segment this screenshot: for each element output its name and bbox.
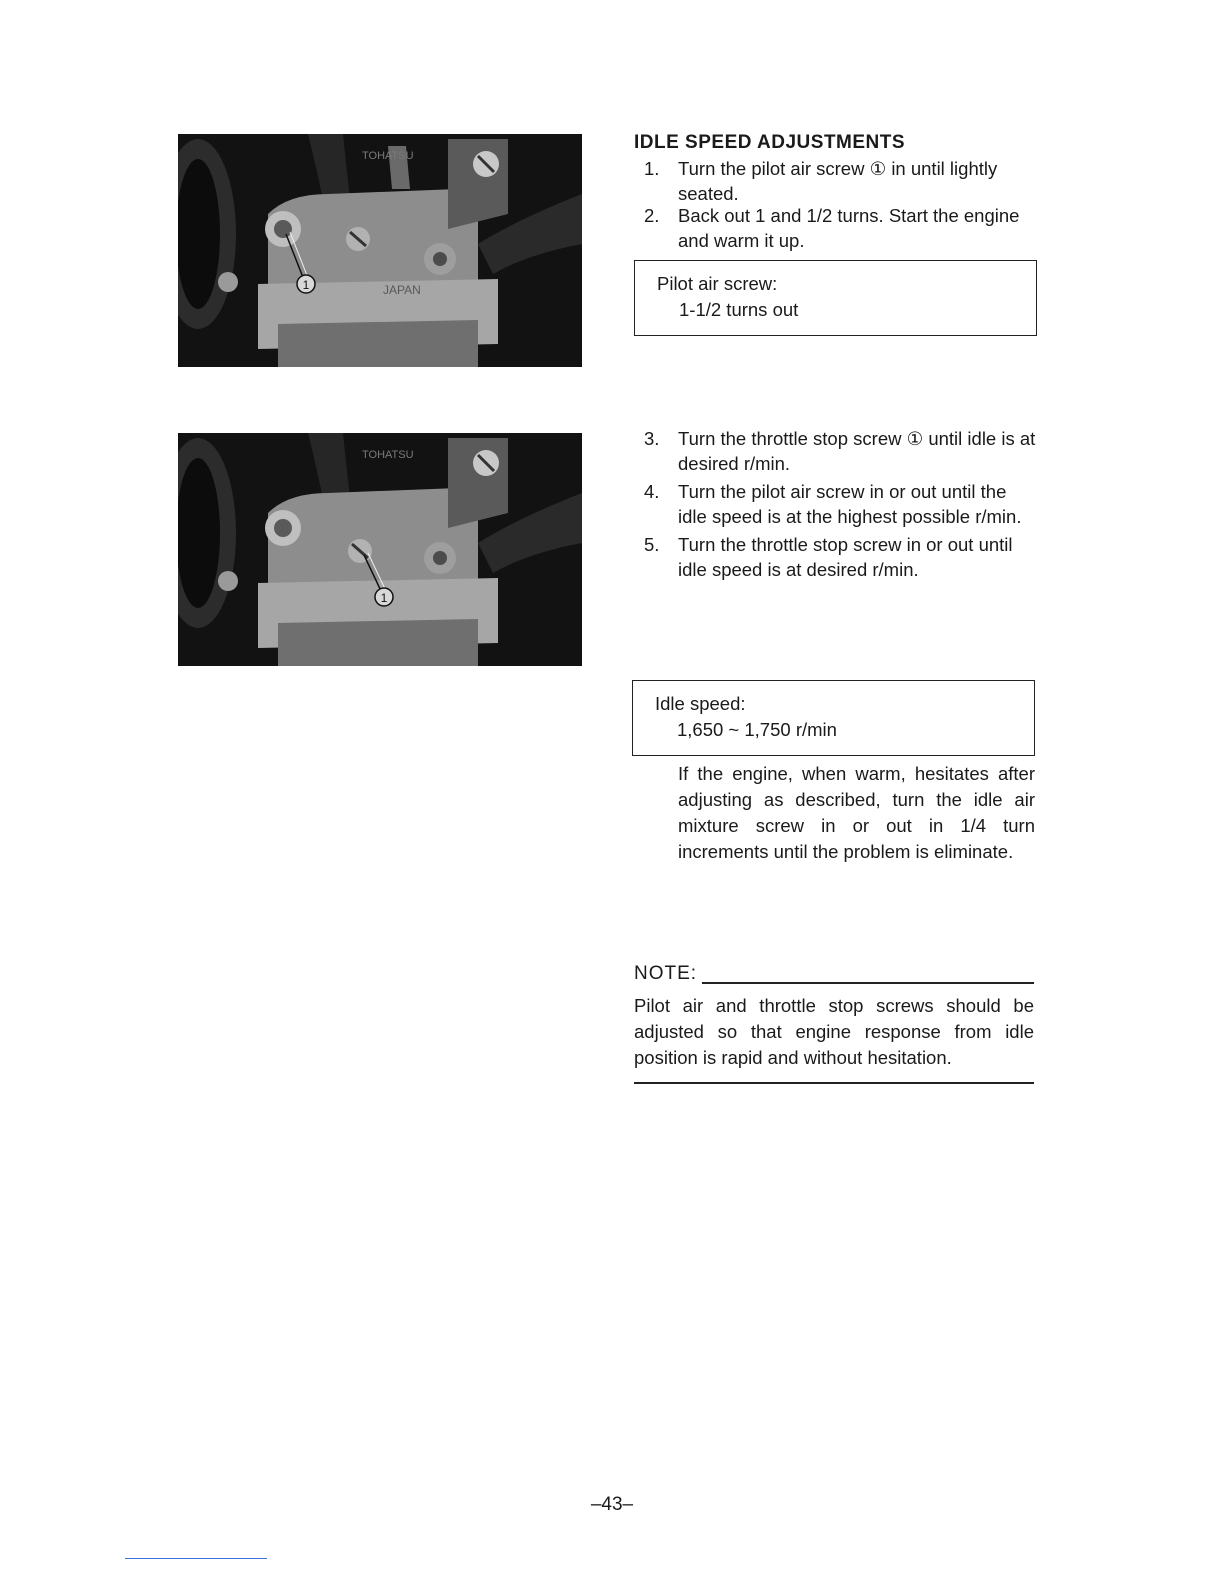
cast-marking-text: JAPAN — [383, 283, 421, 297]
step-number: 2. — [644, 205, 660, 226]
spec-label: Pilot air screw: — [657, 273, 778, 294]
step-number: 4. — [644, 481, 660, 502]
pilot-air-screw-spec-box — [634, 260, 1037, 336]
callout-1-icon: ① — [906, 428, 924, 449]
step-text: Back out 1 and 1/2 turns. Start the engine and warm it up. — [678, 205, 1020, 251]
step-text: Turn the throttle stop screw in or out until idle speed is at desired r/min. — [678, 534, 1013, 580]
note-bottom-rule — [634, 1082, 1034, 1084]
callout-1-icon: ① — [869, 158, 887, 179]
carburetor-photo-pilot-air-screw — [178, 134, 582, 367]
spec-label: Idle speed: — [655, 693, 746, 714]
carburetor-photo-throttle-stop-screw — [178, 433, 582, 666]
svg-text:1: 1 — [302, 278, 310, 292]
svg-text:1: 1 — [380, 591, 388, 605]
maker-stamp-text: TOHATSU — [362, 150, 414, 162]
section-heading: IDLE SPEED ADJUSTMENTS — [634, 132, 906, 153]
spec-value: 1-1/2 turns out — [679, 299, 799, 320]
idle-speed-spec-box — [632, 680, 1035, 756]
spec-value: 1,650 ~ 1,750 r/min — [677, 719, 837, 740]
note-text: Pilot air and throttle stop screws should be adjusted so that engine response from idle position is rapid and without hesitation. — [634, 995, 1034, 1068]
step-text: Turn the pilot air screw ① in until lightly seated. — [678, 158, 998, 204]
step-number: 3. — [644, 428, 660, 449]
warm-engine-paragraph: If the engine, when warm, hesitates after adjusting as described, turn the idle air mixture screw in or out in 1/4 turn increments until the problem is eliminate. — [678, 763, 1035, 862]
footer-line — [125, 1558, 267, 1559]
note-top-rule — [702, 982, 1034, 984]
step-number: 1. — [644, 158, 660, 179]
note-title: NOTE: — [634, 963, 698, 984]
step-number: 5. — [644, 534, 660, 555]
page-number: –43– — [590, 1494, 634, 1515]
step-text: Turn the throttle stop screw ① until idle is at desired r/min. — [678, 428, 1036, 474]
maker-stamp-text: TOHATSU — [362, 449, 414, 461]
step-text: Turn the pilot air screw in or out until the idle speed is at the highest possible r/min. — [678, 481, 1022, 527]
